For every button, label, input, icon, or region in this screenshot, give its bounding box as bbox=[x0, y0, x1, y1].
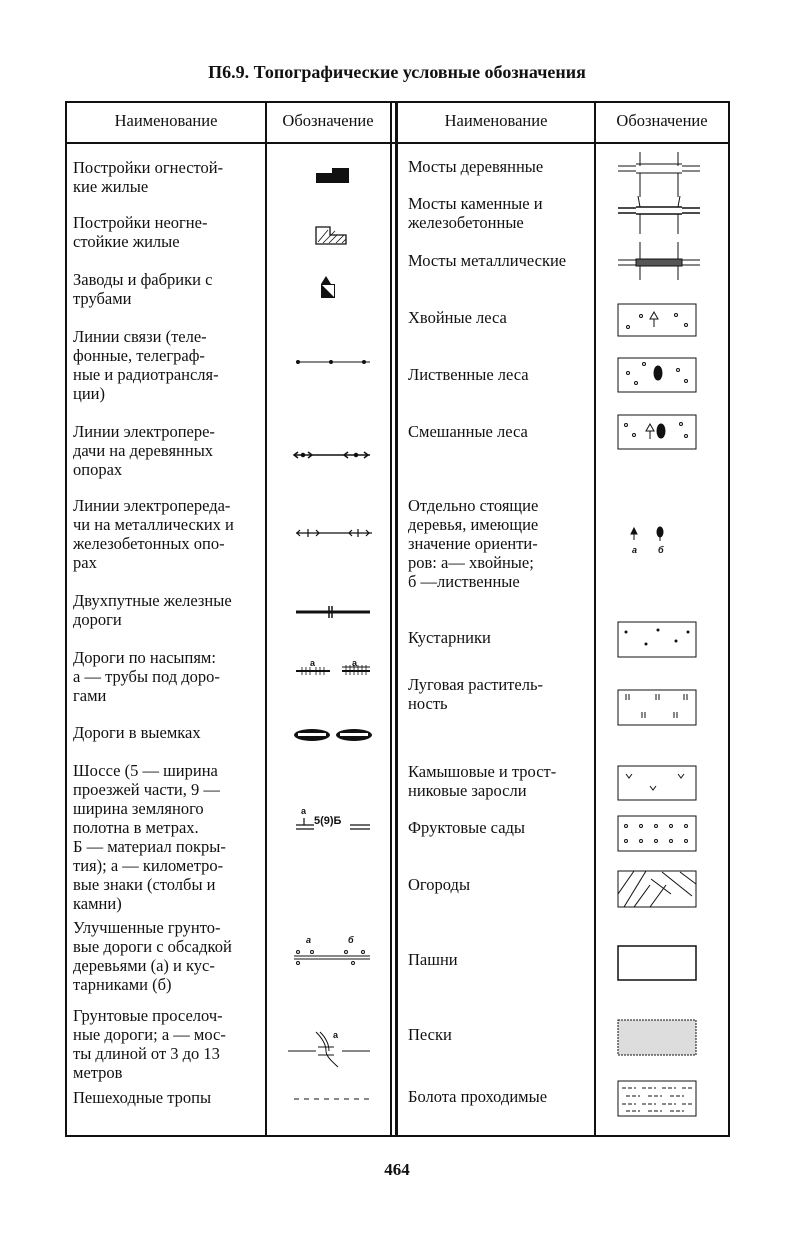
symbol-name: Огороды bbox=[408, 875, 471, 894]
right-symbols bbox=[596, 144, 730, 1134]
deciduous-forest-icon bbox=[618, 358, 696, 392]
symbol-name: Двухпутные железные дороги bbox=[73, 591, 232, 629]
symbol-name: Улучшенные грунто- вые дороги с обсадкой деревьями (а) и кус- тарниками (б) bbox=[73, 918, 232, 994]
cutting-road-icon bbox=[294, 729, 372, 741]
symbol-name: Луговая раститель- ность bbox=[408, 675, 543, 713]
label-b: б bbox=[348, 935, 354, 945]
symbol-name: Постройки огнестой- кие жилые bbox=[73, 158, 224, 196]
symbol-name: Смешанные леса bbox=[408, 422, 528, 441]
symbol-name: Дороги в выемках bbox=[73, 723, 201, 742]
improved-dirt-road-icon bbox=[294, 951, 370, 965]
symbol-name: Линии связи (теле- фонные, телеграф- ные и радиотрансля- ции) bbox=[73, 327, 219, 403]
wooden-bridge-icon bbox=[618, 152, 700, 197]
symbol-name: Мосты деревянные bbox=[408, 157, 544, 176]
fireproof-building-icon bbox=[316, 168, 349, 183]
solitary-trees-icon bbox=[631, 527, 663, 541]
meadow-icon bbox=[618, 690, 696, 725]
power-line-wood-icon bbox=[294, 452, 370, 458]
symbol-name: Пешеходные тропы bbox=[73, 1088, 212, 1107]
dirt-road-bridge-icon bbox=[288, 1032, 370, 1067]
symbol-name: Линии электропереда- чи на металлических и железобетонных опо- рах bbox=[73, 496, 234, 572]
symbol-name: Шоссе (5 — ширина проезжей части, 9 — ширина земляного полотна в метрах. Б — материал покры- тия); а — километро- вые знаки (столбы и камни) bbox=[73, 761, 226, 913]
arable-land-icon bbox=[618, 946, 696, 980]
page-number: 464 bbox=[384, 1160, 410, 1179]
symbol-name: Хвойные леса bbox=[408, 308, 507, 327]
symbol-name: Дороги по насыпям: а — трубы под доро- гами bbox=[73, 648, 220, 705]
factory-icon bbox=[321, 276, 335, 298]
embankment-road-icon bbox=[296, 665, 370, 675]
label-b: б bbox=[658, 545, 664, 555]
left-symbols bbox=[266, 144, 390, 1134]
symbol-name: Мосты каменные и железобетонные bbox=[408, 194, 543, 232]
symbol-name: Мосты металлические bbox=[408, 251, 567, 270]
label-a: а bbox=[310, 658, 316, 668]
label-a: а bbox=[333, 1030, 339, 1040]
metal-bridge-icon bbox=[618, 242, 700, 280]
symbol-name: Пески bbox=[408, 1025, 452, 1044]
symbol-name: Лиственные леса bbox=[408, 365, 529, 384]
vegetable-garden-icon bbox=[618, 871, 696, 907]
symbol-name: Отдельно стоящие деревья, имеющие значение ориенти- ров: а— хвойные; б —лиственные bbox=[408, 496, 539, 591]
symbol-name: Постройки неогне- стойкие жилые bbox=[73, 213, 208, 251]
header-name-left: Наименование bbox=[114, 111, 218, 130]
divider bbox=[390, 101, 392, 1137]
nonfireproof-building-icon bbox=[316, 227, 346, 244]
symbol-name: Фруктовые сады bbox=[408, 818, 526, 837]
symbol-name: Заводы и фабрики с трубами bbox=[73, 270, 213, 308]
symbol-name: Пашни bbox=[408, 950, 458, 969]
header-symbol-right: Обозначение bbox=[616, 111, 708, 130]
label-a: а bbox=[301, 806, 307, 816]
reeds-icon bbox=[618, 766, 696, 800]
highway-label: 5(9)Б bbox=[314, 815, 342, 827]
symbol-name: Грунтовые проселоч- ные дороги; а — мос- ты длиной от 3 до 13 метров bbox=[73, 1006, 226, 1082]
symbol-name: Болота проходимые bbox=[408, 1087, 548, 1106]
symbol-name: Камышовые и трост- никовые заросли bbox=[408, 762, 557, 800]
orchard-icon bbox=[618, 816, 696, 851]
double-track-railway-icon bbox=[296, 606, 370, 618]
table-title: П6.9. Топографические условные обозначения bbox=[208, 62, 586, 82]
symbol-name: Кустарники bbox=[408, 628, 491, 647]
sand-icon bbox=[618, 1020, 696, 1055]
header-name-right: Наименование bbox=[444, 111, 548, 130]
label-a: а bbox=[632, 545, 638, 555]
label-a: а bbox=[352, 658, 358, 668]
power-line-metal-icon bbox=[296, 529, 372, 537]
swamp-icon bbox=[618, 1081, 696, 1116]
communication-line-icon bbox=[296, 361, 370, 364]
stone-bridge-icon bbox=[618, 196, 700, 234]
header-symbol-left: Обозначение bbox=[282, 111, 374, 130]
divider bbox=[395, 101, 398, 1137]
shrubs-icon bbox=[618, 622, 696, 657]
mixed-forest-icon bbox=[618, 415, 696, 449]
coniferous-forest-icon bbox=[618, 304, 696, 336]
symbol-name: Линии электропере- дачи на деревянных опорах bbox=[73, 422, 215, 479]
label-a: а bbox=[306, 935, 312, 945]
